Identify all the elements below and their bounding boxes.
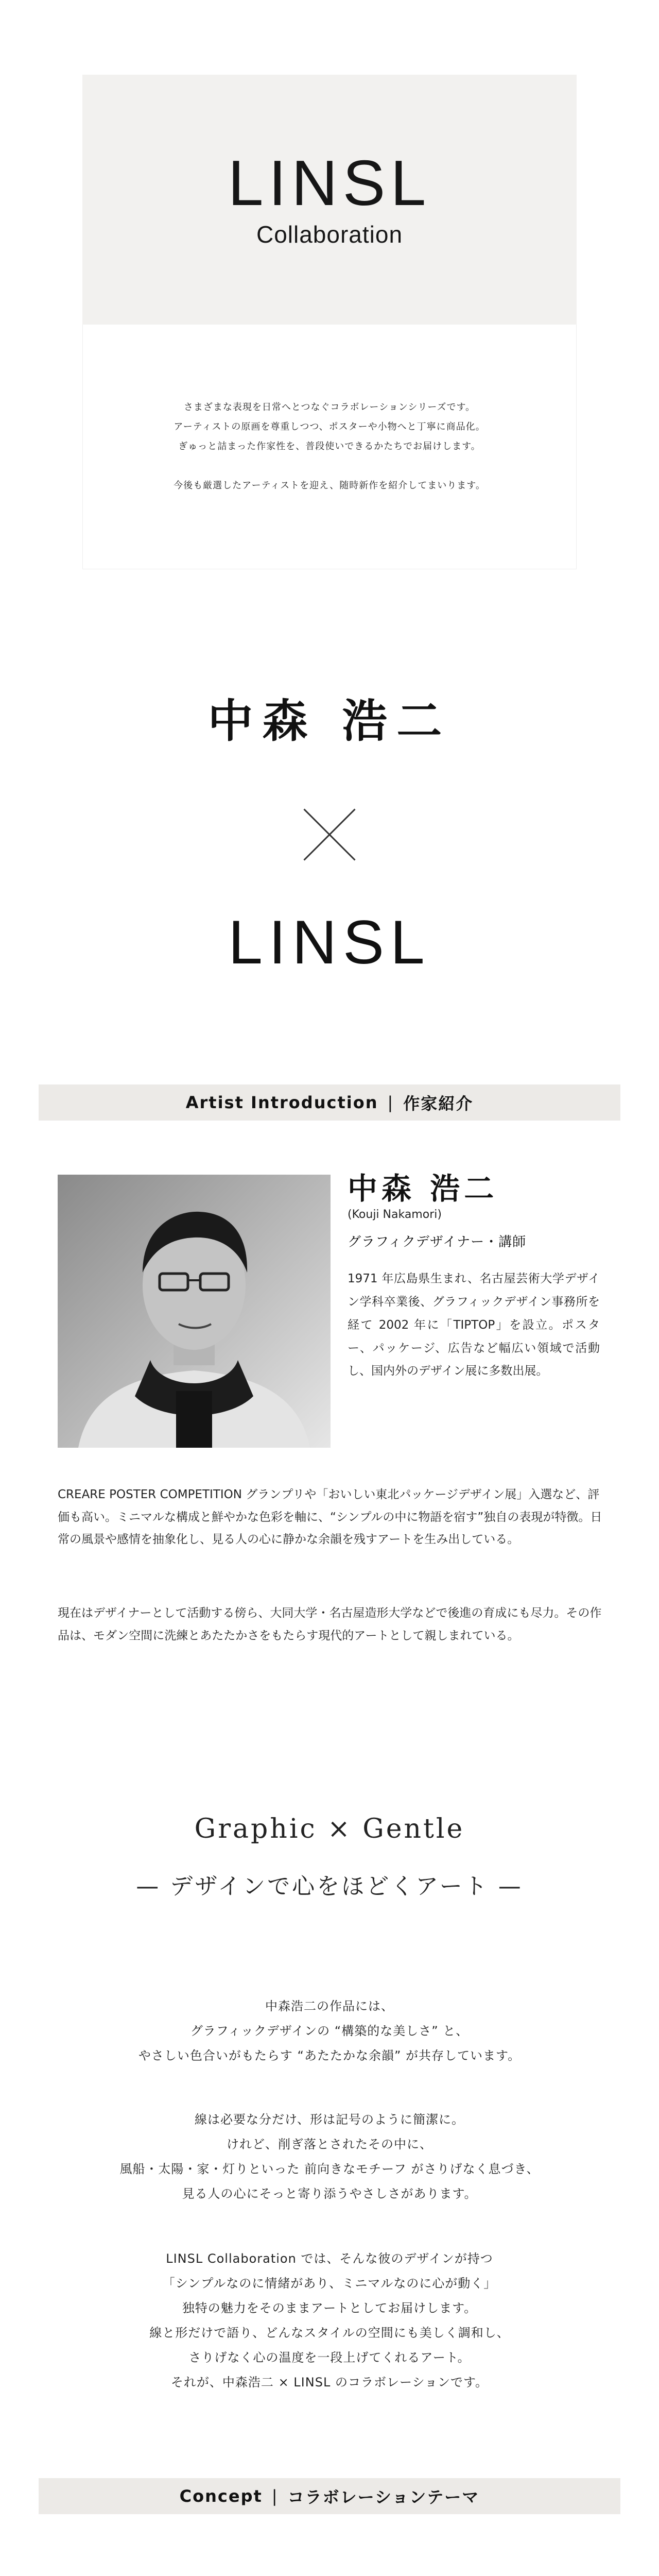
text-line: 見る人の心にそっと寄り添うやさしさがあります。 [182,2187,477,2201]
text-line: やさしい色合いがもたらす “あたたかな余韻” が共存しています。 [138,2048,521,2063]
collab-artist-name: 中森 浩二 [207,694,452,748]
text-line: 「シンプルなのに情緒があり、ミニマルなのに心が動く」 [162,2276,497,2291]
artist-bio-now: 現在はデザイナーとして活動する傍ら、大同大学・名古屋造形大学などで後進の育成にも尽力。その作品は、モダン空間に洗練とあたたかさをもたらす現代的アートとして親しまれている。 [58,1606,602,1642]
graphic-gentle-para-1 [0,1994,659,2068]
hero-logo-panel [82,75,577,325]
text-line: けれど、削ぎ落とされたその中に、 [227,2137,432,2151]
text-line: それが、中森浩二 × LINSL のコラボレーションです。 [170,2375,489,2389]
graphic-gentle-title: Graphic × Gentle [194,1814,465,1844]
text-line: 線と形だけで語り、どんなスタイルの空間にも美しく調和し、 [149,2326,510,2340]
text-line: 線は必要な分だけ、形は記号のように簡潔に。 [194,2112,465,2127]
brand-logo: LINSL [228,147,431,219]
graphic-gentle-subtitle: — デザインで心をほどくアート — [136,1873,523,1900]
text-line: 独特の魅力をそのままアートとしてお届けします。 [182,2301,477,2315]
artist-bio-full: CREARE POSTER COMPETITION グランプリや「おいしい東北パッケージデザイン展」入選など、評価も高い。ミニマルな構成と鮮やかな色彩を軸に、“シンプルの中に物語を宿す”独自の表現が特徴。日常の風景や感情を抽象化し、見る人の心に静かな余韻を残すアートを生み出している。 [58,1488,602,1547]
artist-name-reading: (Kouji Nakamori) [348,1208,442,1221]
hero-card [82,75,577,569]
text-line: LINSL Collaboration では、そんな彼のデザインが持つ [166,2251,493,2266]
section-separator: | [387,1093,394,1112]
intro-line: アーティストの原画を尊重しつつ、ポスターや小物へと丁寧に商品化。 [174,421,485,433]
intro-line: ぎゅっと詰まった作家性を、普段使いできるかたちでお届けします。 [178,441,481,452]
section-concept [39,2478,620,2514]
hero-intro [82,325,577,569]
text-line: 風船・太陽・家・灯りといった 前向きなモチーフ がさりげなく息づき、 [119,2162,540,2176]
section-label-en: Concept [179,2486,263,2506]
graphic-gentle-para-2 [0,2107,659,2206]
cross-icon [304,809,355,860]
section-label-en: Artist Introduction [185,1093,378,1112]
artist-portrait [58,1175,331,1448]
artist-role: グラフィクデザイナー・講師 [348,1234,527,1250]
text-line: 中森浩二の作品には、 [265,1999,394,2013]
portrait-illustration [58,1175,331,1448]
section-label-ja: 作家紹介 [403,1094,474,1113]
text-line: グラフィックデザインの “構築的な美しさ” と、 [190,2024,469,2038]
artist-name: 中森 浩二 [348,1171,498,1206]
intro-closing: 今後も厳選したアーティストを迎え、随時新作を紹介してまいります。 [174,480,485,491]
artist-bio-side: 1971 年広島県生まれ、名古屋芸術大学デザイン学科卒業後、グラフィックデザイン事務所を経て 2002 年に「TIPTOP」を設立。ポスター、パッケージ、広告など幅広い領域で活動し、国内外のデザイン展に多数出展。 [348,1272,600,1378]
collab-brand-logo: LINSL [228,908,431,977]
section-artist-introduction [39,1084,620,1121]
section-separator: | [271,2486,279,2506]
text-line: さりげなく心の温度を一段上げてくれるアート。 [188,2350,471,2365]
section-label-ja: コラボレーションテーマ [287,2487,480,2507]
graphic-gentle-para-3 [0,2246,659,2395]
brand-subtitle: Collaboration [256,221,403,248]
intro-line: さまざまな表現を日常へとつなぐコラボレーションシリーズです。 [183,402,476,413]
